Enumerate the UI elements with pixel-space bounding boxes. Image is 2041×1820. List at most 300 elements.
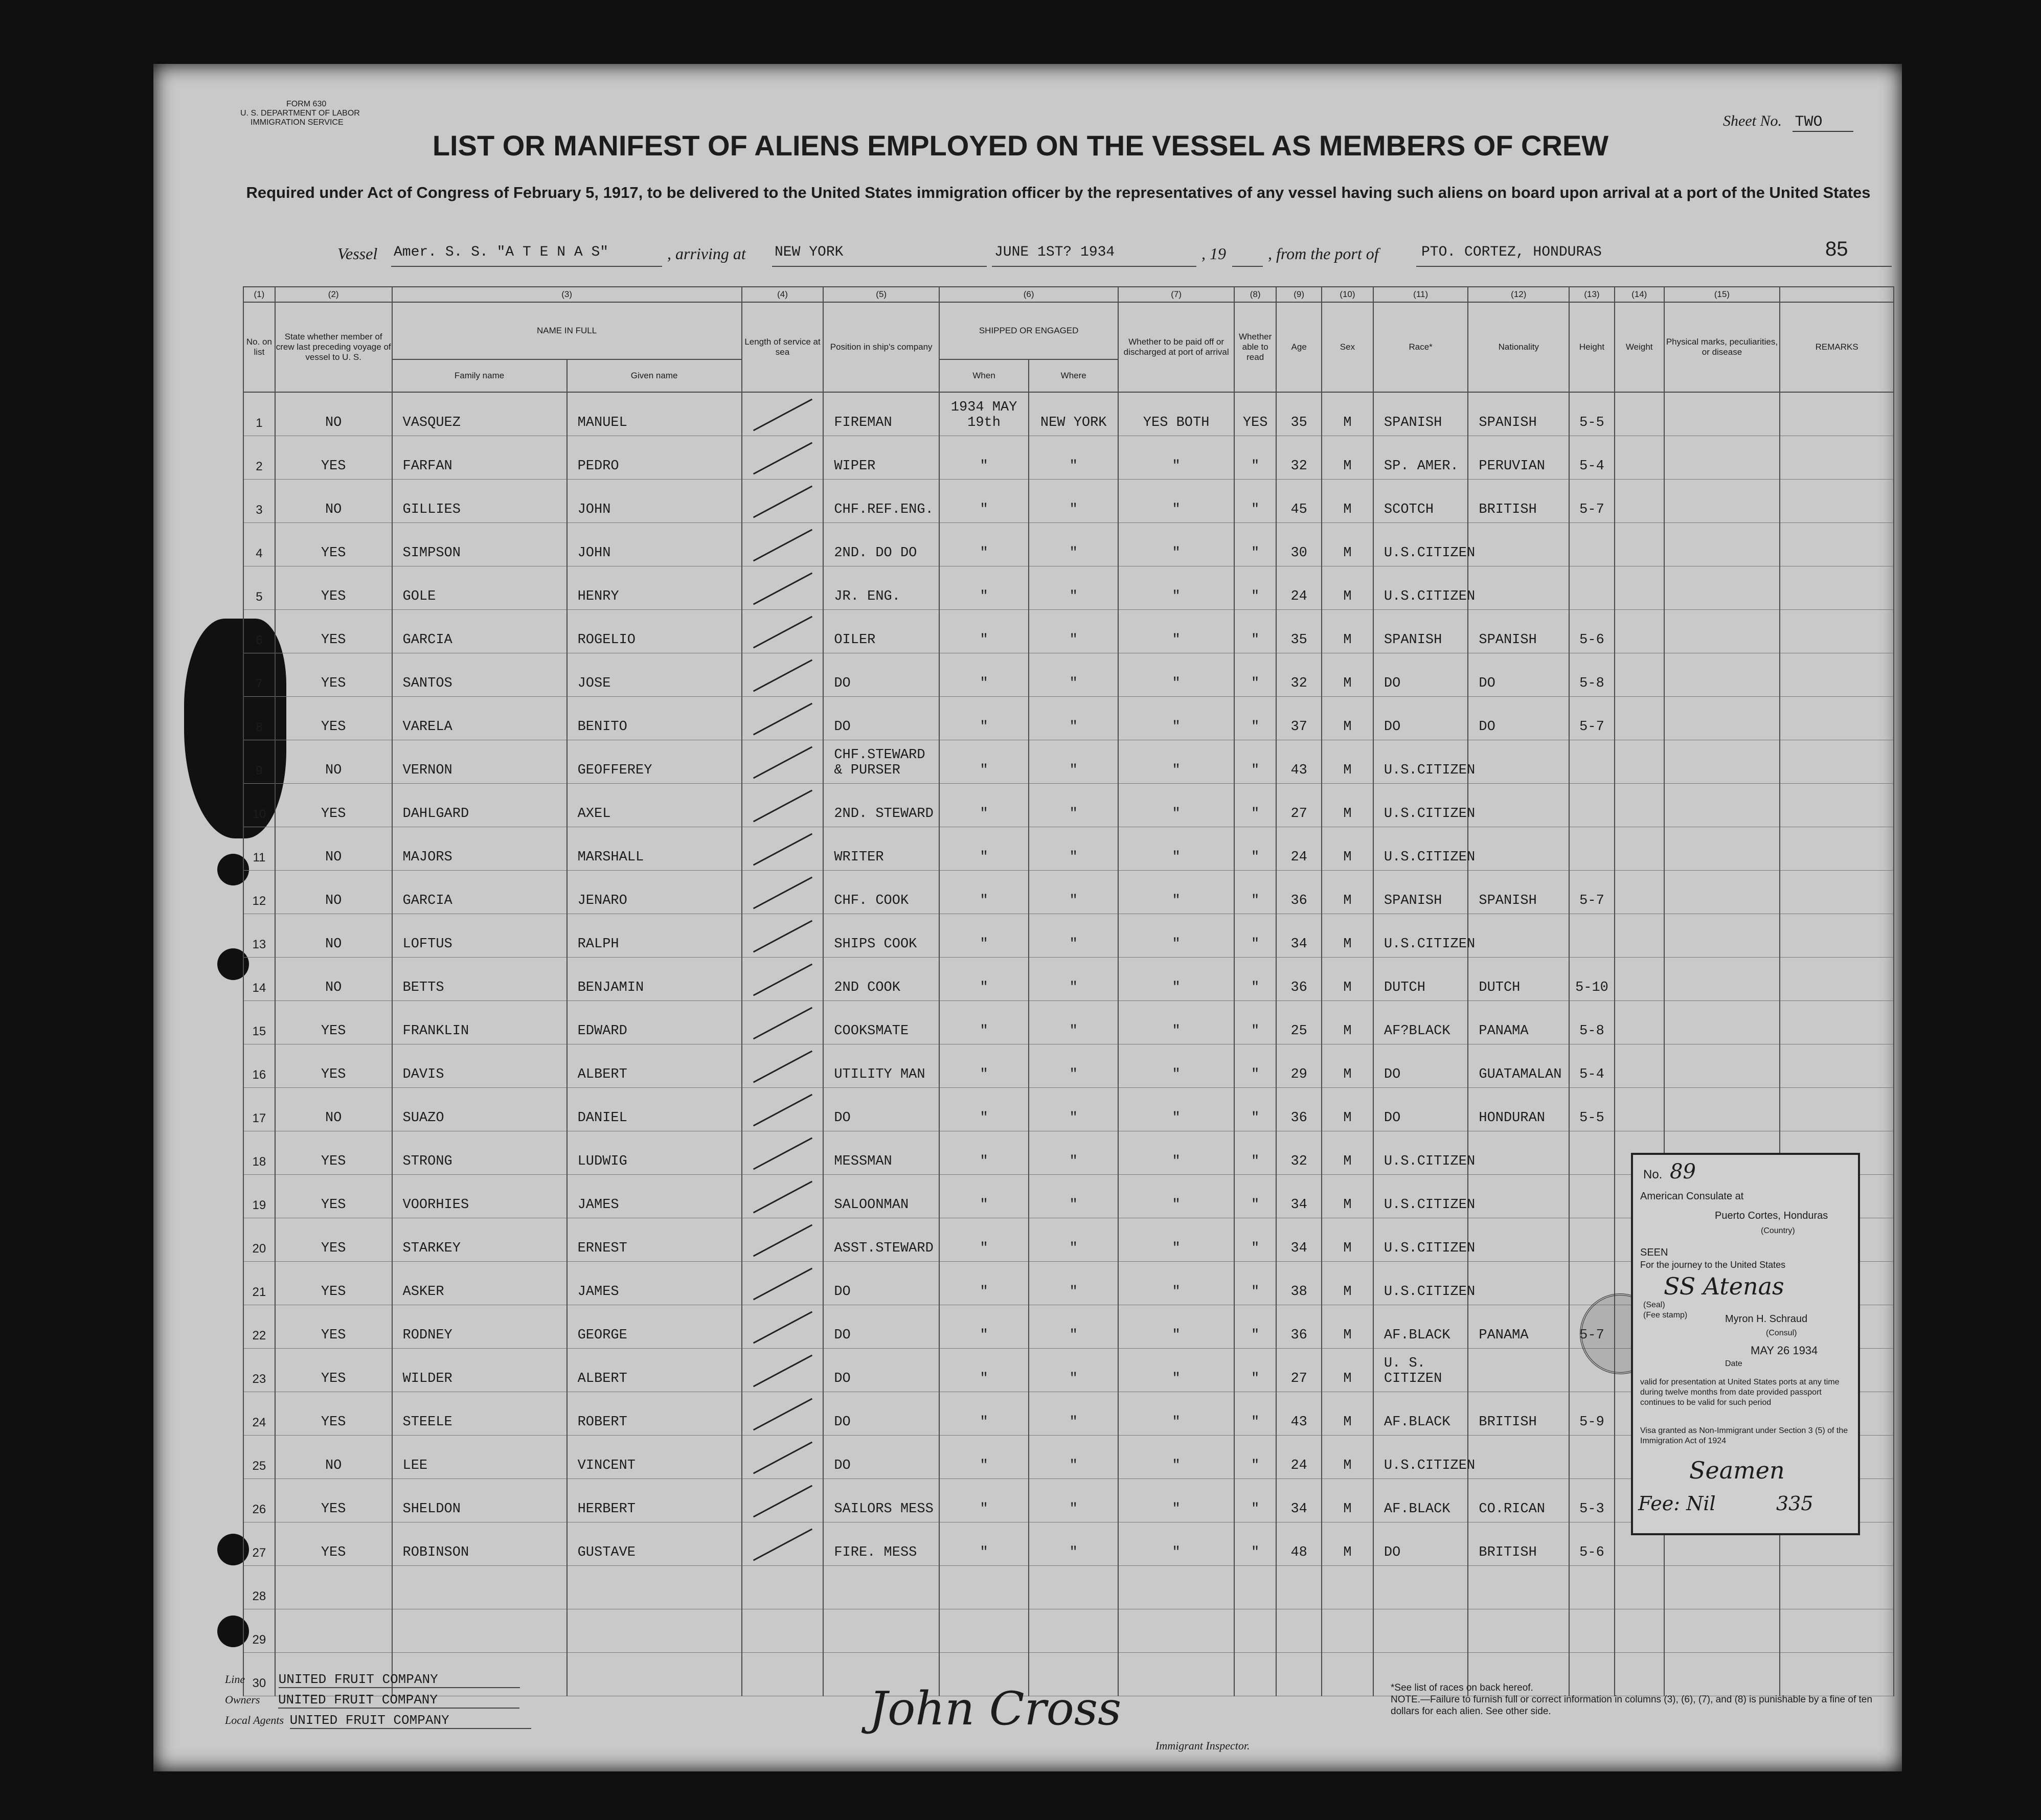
cell-paid-off: [1118, 1653, 1234, 1696]
header-physical-marks: Physical marks, peculiarities, or disease: [1664, 302, 1780, 392]
cell-race: [1373, 1609, 1468, 1653]
cell-remarks: [1780, 523, 1894, 566]
cell-position: WIPER: [823, 436, 939, 480]
cell-weight: [1615, 1088, 1664, 1131]
cell-height: 5-5: [1569, 1088, 1615, 1131]
cell-paid-off: ": [1118, 1392, 1234, 1436]
cell-paid-off: ": [1118, 1479, 1234, 1522]
cell-previous-voyage: YES: [275, 1522, 392, 1566]
footer-notes: [1391, 1682, 1876, 1717]
cell-length-of-service: [742, 480, 824, 523]
cell-sex: M: [1322, 480, 1373, 523]
cell-age: [1276, 1653, 1322, 1696]
cell-race: DO: [1373, 1088, 1468, 1131]
cell-age: 24: [1276, 566, 1322, 610]
check-mark: [753, 573, 812, 605]
cell-given-name: ROGELIO: [567, 610, 742, 653]
cell-height: [1569, 1609, 1615, 1653]
cell-family-name: STARKEY: [392, 1218, 567, 1262]
header-where: Where: [1029, 359, 1118, 392]
check-mark: [753, 1398, 812, 1431]
cell-family-name: STRONG: [392, 1131, 567, 1175]
cell-paid-off: ": [1118, 1175, 1234, 1218]
check-mark: [753, 1311, 812, 1344]
cell-remarks: [1780, 914, 1894, 958]
cell-row-number: 27: [243, 1522, 275, 1566]
cell-length-of-service: [742, 392, 824, 436]
sheet-number-value: TWO: [1793, 113, 1853, 132]
cell-paid-off: ": [1118, 1044, 1234, 1088]
cell-shipped-when: ": [939, 1522, 1029, 1566]
cell-row-number: 8: [243, 697, 275, 740]
cell-age: 34: [1276, 1479, 1322, 1522]
cell-height: 5-3: [1569, 1479, 1615, 1522]
cell-paid-off: ": [1118, 1436, 1234, 1479]
cell-family-name: [392, 1566, 567, 1609]
cell-nationality: [1468, 784, 1569, 827]
cell-nationality: [1468, 914, 1569, 958]
cell-race: AF.BLACK: [1373, 1479, 1468, 1522]
cell-family-name: GOLE: [392, 566, 567, 610]
cell-height: [1569, 1218, 1615, 1262]
cell-length-of-service: [742, 1479, 824, 1522]
header-when: When: [939, 359, 1029, 392]
header-paid-off: Whether to be paid off or discharged at port of arrival: [1118, 302, 1234, 392]
crew-row: [243, 1001, 1894, 1044]
cell-age: 34: [1276, 1175, 1322, 1218]
cell-shipped-where: ": [1029, 740, 1118, 784]
cell-nationality: [1468, 1609, 1569, 1653]
cell-position: CHF.REF.ENG.: [823, 480, 939, 523]
cell-family-name: SANTOS: [392, 653, 567, 697]
header-nationality: Nationality: [1468, 302, 1569, 392]
check-mark: [753, 833, 812, 866]
cell-family-name: FARFAN: [392, 436, 567, 480]
cell-able-to-read: ": [1234, 1218, 1276, 1262]
cell-length-of-service: [742, 1218, 824, 1262]
cell-age: 37: [1276, 697, 1322, 740]
cell-height: [1569, 1436, 1615, 1479]
cell-family-name: ASKER: [392, 1262, 567, 1305]
cell-weight: [1615, 1001, 1664, 1044]
header-position: Position in ship's company: [823, 302, 939, 392]
cell-family-name: RODNEY: [392, 1305, 567, 1349]
cell-nationality: [1468, 1566, 1569, 1609]
cell-race: AF?BLACK: [1373, 1001, 1468, 1044]
page-title: LIST OR MANIFEST OF ALIENS EMPLOYED ON THE VESSEL AS MEMBERS OF CREW: [432, 129, 1609, 162]
cell-given-name: PEDRO: [567, 436, 742, 480]
cell-given-name: GUSTAVE: [567, 1522, 742, 1566]
cell-shipped-when: ": [939, 436, 1029, 480]
cell-position: FIRE. MESS: [823, 1522, 939, 1566]
cell-length-of-service: [742, 958, 824, 1001]
cell-given-name: DANIEL: [567, 1088, 742, 1131]
cell-sex: M: [1322, 1479, 1373, 1522]
cell-position: SALOONMAN: [823, 1175, 939, 1218]
cell-age: 27: [1276, 1349, 1322, 1392]
cell-position: SAILORS MESS: [823, 1479, 939, 1522]
cell-shipped-when: ": [939, 697, 1029, 740]
cell-shipped-when: ": [939, 1131, 1029, 1175]
cell-race: U.S.CITIZEN: [1373, 827, 1468, 871]
col-5-num: (5): [823, 287, 939, 302]
cell-shipped-when: [939, 1609, 1029, 1653]
cell-length-of-service: [742, 1262, 824, 1305]
cell-physical-marks: [1664, 1609, 1780, 1653]
cell-length-of-service: [742, 566, 824, 610]
cell-row-number: 6: [243, 610, 275, 653]
cell-shipped-where: ": [1029, 436, 1118, 480]
cell-nationality: [1468, 523, 1569, 566]
cell-height: 5-7: [1569, 871, 1615, 914]
cell-height: [1569, 740, 1615, 784]
from-port: PTO. CORTEZ, HONDURAS: [1421, 244, 1602, 260]
vessel-label: Vessel: [337, 244, 378, 263]
cell-family-name: DAHLGARD: [392, 784, 567, 827]
cell-race: U.S.CITIZEN: [1373, 740, 1468, 784]
cell-row-number: 7: [243, 653, 275, 697]
cell-given-name: AXEL: [567, 784, 742, 827]
cell-length-of-service: [742, 784, 824, 827]
cell-shipped-where: ": [1029, 827, 1118, 871]
cell-sex: M: [1322, 871, 1373, 914]
cell-sex: M: [1322, 1436, 1373, 1479]
cell-row-number: 3: [243, 480, 275, 523]
cell-able-to-read: ": [1234, 1131, 1276, 1175]
cell-previous-voyage: YES: [275, 1218, 392, 1262]
cell-row-number: 19: [243, 1175, 275, 1218]
cell-shipped-where: NEW YORK: [1029, 392, 1118, 436]
cell-physical-marks: [1664, 653, 1780, 697]
crew-row: [243, 1088, 1894, 1131]
cell-sex: [1322, 1566, 1373, 1609]
cell-paid-off: ": [1118, 1305, 1234, 1349]
cell-age: 27: [1276, 784, 1322, 827]
cell-able-to-read: ": [1234, 697, 1276, 740]
col-15-num: (15): [1664, 287, 1780, 302]
cell-given-name: LUDWIG: [567, 1131, 742, 1175]
cell-length-of-service: [742, 697, 824, 740]
cell-position: JR. ENG.: [823, 566, 939, 610]
cell-physical-marks: [1664, 566, 1780, 610]
cell-paid-off: ": [1118, 1262, 1234, 1305]
header-list-number: No. on list: [243, 302, 275, 392]
stamp-vessel-handwritten: SS Atenas: [1664, 1272, 1784, 1300]
cell-age: 34: [1276, 914, 1322, 958]
cell-physical-marks: [1664, 871, 1780, 914]
cell-shipped-when: ": [939, 1175, 1029, 1218]
cell-able-to-read: ": [1234, 871, 1276, 914]
header-length-of-service: Length of service at sea: [742, 302, 824, 392]
cell-previous-voyage: NO: [275, 480, 392, 523]
cell-family-name: VARELA: [392, 697, 567, 740]
cell-given-name: ALBERT: [567, 1349, 742, 1392]
agents-value: UNITED FRUIT COMPANY: [290, 1713, 531, 1729]
cell-length-of-service: [742, 1609, 824, 1653]
cell-remarks: [1780, 827, 1894, 871]
header-previous-voyage: State whether member of crew last preceding voyage of vessel to U. S.: [275, 302, 392, 392]
check-mark: [753, 746, 812, 779]
cell-nationality: [1468, 1262, 1569, 1305]
cell-paid-off: ": [1118, 827, 1234, 871]
cell-height: [1569, 914, 1615, 958]
visa-stamp: [1631, 1153, 1860, 1535]
check-mark: [753, 703, 812, 736]
cell-paid-off: ": [1118, 871, 1234, 914]
cell-sex: M: [1322, 1044, 1373, 1088]
cell-previous-voyage: YES: [275, 1479, 392, 1522]
check-mark: [753, 486, 812, 518]
cell-shipped-when: ": [939, 1088, 1029, 1131]
cell-shipped-where: ": [1029, 914, 1118, 958]
cell-physical-marks: [1664, 610, 1780, 653]
cell-nationality: PERUVIAN: [1468, 436, 1569, 480]
cell-able-to-read: ": [1234, 1262, 1276, 1305]
cell-physical-marks: [1664, 1001, 1780, 1044]
cell-length-of-service: [742, 1349, 824, 1392]
cell-able-to-read: ": [1234, 436, 1276, 480]
cell-family-name: LEE: [392, 1436, 567, 1479]
cell-height: [1569, 566, 1615, 610]
cell-shipped-when: ": [939, 1392, 1029, 1436]
cell-given-name: JOHN: [567, 523, 742, 566]
cell-paid-off: ": [1118, 697, 1234, 740]
cell-family-name: VASQUEZ: [392, 392, 567, 436]
crew-row: [243, 914, 1894, 958]
cell-shipped-where: ": [1029, 871, 1118, 914]
cell-previous-voyage: YES: [275, 697, 392, 740]
cell-age: 45: [1276, 480, 1322, 523]
cell-paid-off: ": [1118, 436, 1234, 480]
cell-remarks: [1780, 1566, 1894, 1609]
cell-shipped-where: [1029, 1566, 1118, 1609]
header-name-in-full: NAME IN FULL: [392, 302, 742, 359]
stamp-fee-handwritten: Fee: Nil: [1638, 1492, 1716, 1515]
cell-able-to-read: ": [1234, 1305, 1276, 1349]
cell-paid-off: ": [1118, 480, 1234, 523]
cell-shipped-when: ": [939, 1436, 1029, 1479]
cell-age: 24: [1276, 1436, 1322, 1479]
cell-length-of-service: [742, 914, 824, 958]
cell-family-name: SHELDON: [392, 1479, 567, 1522]
cell-remarks: [1780, 653, 1894, 697]
cell-shipped-when: ": [939, 958, 1029, 1001]
cell-given-name: ALBERT: [567, 1044, 742, 1088]
stamp-number-label: No.: [1643, 1168, 1663, 1181]
cell-sex: M: [1322, 1175, 1373, 1218]
cell-position: 2ND. DO DO: [823, 523, 939, 566]
cell-height: 5-7: [1569, 480, 1615, 523]
cell-row-number: 2: [243, 436, 275, 480]
cell-able-to-read: ": [1234, 827, 1276, 871]
cell-shipped-where: ": [1029, 958, 1118, 1001]
cell-nationality: GUATAMALAN: [1468, 1044, 1569, 1088]
cell-position: 2ND COOK: [823, 958, 939, 1001]
cell-previous-voyage: NO: [275, 871, 392, 914]
col-12-num: (12): [1468, 287, 1569, 302]
cell-height: [1569, 1175, 1615, 1218]
cell-sex: M: [1322, 827, 1373, 871]
cell-age: 38: [1276, 1262, 1322, 1305]
cell-weight: [1615, 958, 1664, 1001]
crew-row: [243, 871, 1894, 914]
cell-race: U.S.CITIZEN: [1373, 914, 1468, 958]
stamp-visa-text: Visa granted as Non-Immigrant under Section 3 (5) of the Immigration Act of 1924: [1640, 1426, 1848, 1445]
cell-sex: M: [1322, 566, 1373, 610]
cell-position: CHF.STEWARD & PURSER: [823, 740, 939, 784]
cell-position: CHF. COOK: [823, 871, 939, 914]
cell-age: 36: [1276, 958, 1322, 1001]
cell-given-name: JENARO: [567, 871, 742, 914]
cell-able-to-read: ": [1234, 1175, 1276, 1218]
cell-remarks: [1780, 566, 1894, 610]
cell-previous-voyage: YES: [275, 1131, 392, 1175]
cell-paid-off: [1118, 1609, 1234, 1653]
cell-race: [1373, 1566, 1468, 1609]
cell-previous-voyage: YES: [275, 1175, 392, 1218]
cell-race: U.S.CITIZEN: [1373, 1131, 1468, 1175]
cell-given-name: BENITO: [567, 697, 742, 740]
cell-physical-marks: [1664, 480, 1780, 523]
crew-row: [243, 566, 1894, 610]
check-mark: [753, 1051, 812, 1083]
cell-paid-off: ": [1118, 958, 1234, 1001]
cell-race: DO: [1373, 653, 1468, 697]
cell-previous-voyage: YES: [275, 1392, 392, 1436]
from-port-label: , from the port of: [1268, 244, 1379, 263]
stamp-country-label: (Country): [1761, 1226, 1795, 1235]
col-10-num: (10): [1322, 287, 1373, 302]
cell-height: 5-7: [1569, 1305, 1615, 1349]
header-family-name: Family name: [392, 359, 567, 392]
cell-shipped-when: ": [939, 1349, 1029, 1392]
stamp-number: [1643, 1160, 1696, 1184]
cell-weight: [1615, 827, 1664, 871]
cell-able-to-read: ": [1234, 1392, 1276, 1436]
cell-weight: [1615, 697, 1664, 740]
cell-position: UTILITY MAN: [823, 1044, 939, 1088]
header-race: Race*: [1373, 302, 1468, 392]
cell-row-number: 20: [243, 1218, 275, 1262]
check-mark: [753, 1485, 812, 1518]
cell-age: [1276, 1609, 1322, 1653]
cell-row-number: 17: [243, 1088, 275, 1131]
cell-able-to-read: ": [1234, 1436, 1276, 1479]
cell-remarks: [1780, 784, 1894, 827]
cell-sex: M: [1322, 914, 1373, 958]
cell-weight: [1615, 392, 1664, 436]
cell-row-number: 21: [243, 1262, 275, 1305]
cell-previous-voyage: YES: [275, 523, 392, 566]
cell-shipped-when: ": [939, 1262, 1029, 1305]
cell-shipped-when: ": [939, 1305, 1029, 1349]
line-value: UNITED FRUIT COMPANY: [279, 1672, 520, 1688]
cell-length-of-service: [742, 1131, 824, 1175]
check-mark: [753, 1355, 812, 1387]
header-height: Height: [1569, 302, 1615, 392]
col-11-num: (11): [1373, 287, 1468, 302]
check-mark: [753, 1529, 812, 1561]
cell-given-name: JAMES: [567, 1175, 742, 1218]
cell-paid-off: ": [1118, 740, 1234, 784]
cell-shipped-when: ": [939, 610, 1029, 653]
cell-height: [1569, 827, 1615, 871]
stamp-fee-label: (Fee stamp): [1643, 1311, 1688, 1320]
cell-remarks: [1780, 1609, 1894, 1653]
cell-previous-voyage: NO: [275, 1088, 392, 1131]
cell-height: 5-9: [1569, 1392, 1615, 1436]
cell-remarks: [1780, 871, 1894, 914]
cell-sex: M: [1322, 523, 1373, 566]
cell-nationality: [1468, 1131, 1569, 1175]
cell-shipped-where: ": [1029, 480, 1118, 523]
cell-sex: M: [1322, 1305, 1373, 1349]
cell-row-number: 22: [243, 1305, 275, 1349]
col-2-num: (2): [275, 287, 392, 302]
cell-position: SHIPS COOK: [823, 914, 939, 958]
cell-nationality: SPANISH: [1468, 871, 1569, 914]
cell-given-name: ERNEST: [567, 1218, 742, 1262]
cell-race: U.S.CITIZEN: [1373, 523, 1468, 566]
cell-previous-voyage: YES: [275, 1349, 392, 1392]
cell-sex: M: [1322, 1349, 1373, 1392]
cell-previous-voyage: NO: [275, 740, 392, 784]
cell-row-number: 15: [243, 1001, 275, 1044]
cell-given-name: EDWARD: [567, 1001, 742, 1044]
header-weight: Weight: [1615, 302, 1664, 392]
check-mark: [753, 1268, 812, 1301]
cell-sex: M: [1322, 784, 1373, 827]
cell-previous-voyage: NO: [275, 827, 392, 871]
crew-row: [243, 523, 1894, 566]
cell-shipped-when: ": [939, 1044, 1029, 1088]
cell-age: 36: [1276, 1305, 1322, 1349]
cell-age: [1276, 1566, 1322, 1609]
cell-paid-off: YES BOTH: [1118, 392, 1234, 436]
cell-nationality: [1468, 1349, 1569, 1392]
cell-height: 5-6: [1569, 610, 1615, 653]
cell-able-to-read: ": [1234, 914, 1276, 958]
cell-shipped-when: ": [939, 827, 1029, 871]
cell-given-name: GEOFFEREY: [567, 740, 742, 784]
cell-length-of-service: [742, 740, 824, 784]
cell-weight: [1615, 1566, 1664, 1609]
cell-row-number: 9: [243, 740, 275, 784]
cell-able-to-read: ": [1234, 566, 1276, 610]
header-sex: Sex: [1322, 302, 1373, 392]
cell-shipped-where: ": [1029, 1305, 1118, 1349]
cell-length-of-service: [742, 1001, 824, 1044]
cell-position: FIREMAN: [823, 392, 939, 436]
stamp-number-value: 89: [1670, 1160, 1696, 1184]
cell-previous-voyage: NO: [275, 914, 392, 958]
cell-paid-off: ": [1118, 1522, 1234, 1566]
cell-length-of-service: [742, 610, 824, 653]
col-13-num: (13): [1569, 287, 1615, 302]
cell-nationality: [1468, 827, 1569, 871]
cell-sex: M: [1322, 610, 1373, 653]
cell-height: 5-6: [1569, 1522, 1615, 1566]
cell-physical-marks: [1664, 697, 1780, 740]
cell-row-number: 23: [243, 1349, 275, 1392]
cell-position: [823, 1566, 939, 1609]
cell-sex: M: [1322, 740, 1373, 784]
cell-length-of-service: [742, 1305, 824, 1349]
check-mark: [753, 1007, 812, 1040]
cell-row-number: 26: [243, 1479, 275, 1522]
cell-age: 32: [1276, 1131, 1322, 1175]
cell-sex: M: [1322, 436, 1373, 480]
